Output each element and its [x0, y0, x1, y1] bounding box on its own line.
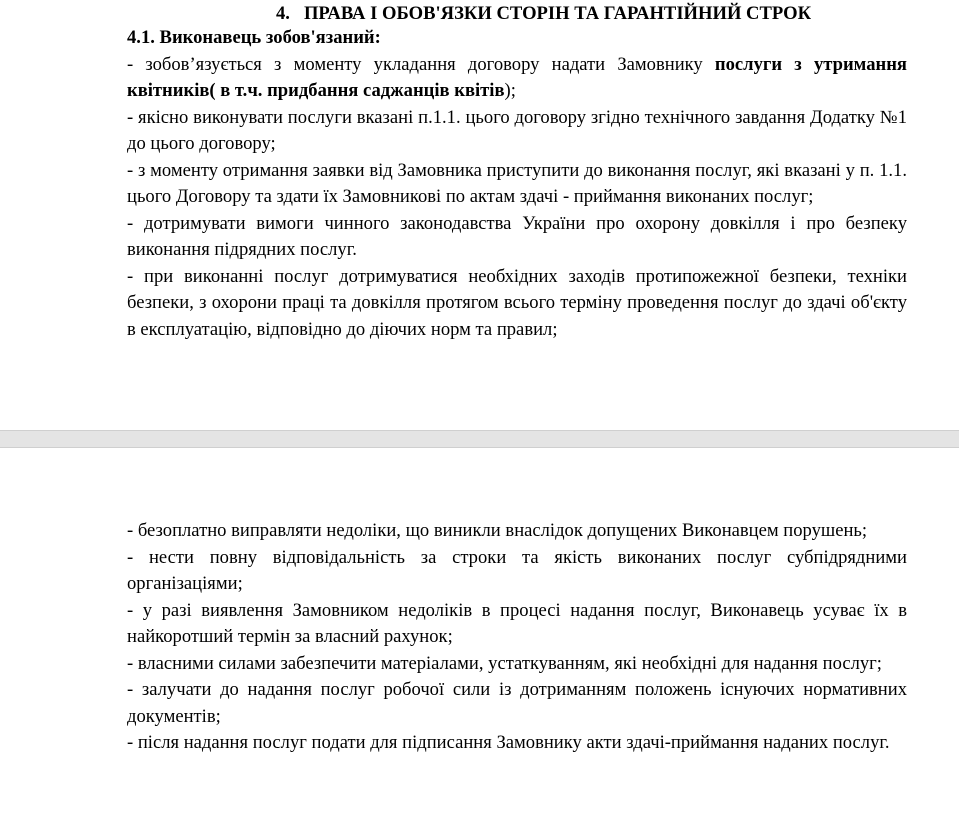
section-title: ПРАВА І ОБОВ'ЯЗКИ СТОРІН ТА ГАРАНТІЙНИЙ СТРОК [303, 3, 812, 24]
section-heading [276, 1, 811, 27]
obligation-item-bold-text: послуги з утримання квітників( в т.ч. придбання саджанців квітів [127, 53, 907, 101]
subsection-heading: 4.1. Виконавець зобов'язаний: [127, 27, 381, 48]
obligation-item [127, 52, 907, 105]
obligation-item: - з моменту отримання заявки від Замовника приступити до виконання послуг, які вказані у п. 1.1. цього Договору та здати їх Замовникові по актам здачі - приймання виконаних послуг; [127, 159, 907, 207]
document-page-2 [0, 448, 959, 813]
obligation-item: - після надання послуг подати для підписання Замовнику акти здачі-приймання наданих послуг. [127, 732, 890, 753]
obligation-item: - дотримувати вимоги чинного законодавства України про охорону довкілля і про безпеку виконання підрядних послуг. [127, 212, 907, 260]
obligation-item: - залучати до надання послуг робочої сили із дотриманням положень існуючих нормативних документів; [127, 679, 907, 727]
obligation-item: - при виконанні послуг дотримуватися необхідних заходів протипожежної безпеки, техніки безпеки, з охорони праці та довкілля протягом всього терміну проведення послуг до здачі об'єкту в експлуатацію, відповідно до діючих норм та правил; [127, 265, 907, 340]
section-number: 4. [276, 3, 290, 24]
page-2-body [127, 518, 907, 757]
page-1-body [127, 25, 907, 343]
obligation-item-text-end: ); [504, 80, 516, 101]
obligation-item: - безоплатно виправляти недоліки, що виникли внаслідок допущених Виконавцем порушень; [127, 520, 868, 541]
obligation-item: - якісно виконувати послуги вказані п.1.1. цього договору згідно технічного завдання Додатку №1 до цього договору; [127, 106, 907, 154]
obligation-item-text: - зобов’язується з моменту укладання договору надати Замовнику [127, 53, 715, 75]
obligation-item: - у разі виявлення Замовником недоліків в процесі надання послуг, Виконавець усуває їх в найкоротший термін за власний рахунок; [127, 599, 907, 647]
page-break-separator [0, 430, 959, 448]
obligation-item: - власними силами забезпечити матеріалами, устаткуванням, які необхідні для надання послуг; [127, 652, 882, 674]
obligation-item: - нести повну відповідальність за строки та якість виконаних послуг субпідрядними організаціями; [127, 546, 907, 594]
